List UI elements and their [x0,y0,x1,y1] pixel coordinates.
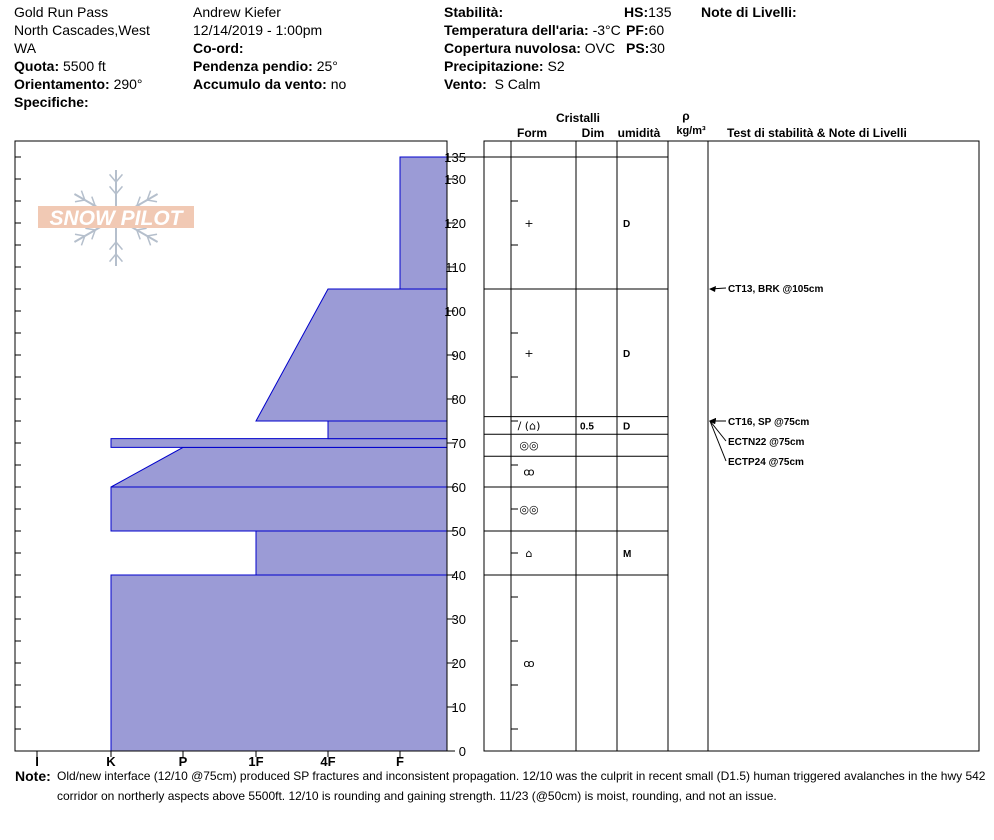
hardness-layer [328,421,447,439]
hs-value: 135 [648,4,672,20]
air-temp-value: -3°C [592,22,621,38]
hardness-layer [111,575,447,751]
cloud-label: Copertura nuvolosa: [444,40,581,56]
observer: Andrew Kiefer [193,4,281,20]
y-tick-label: 110 [445,260,466,275]
grain-form: ◎◎ [519,439,539,453]
logo-text: SNOW PILOT [49,207,183,230]
y-tick-label: 80 [451,392,466,407]
wind-label: Vento: [444,76,487,92]
aspect-label: Orientamento: [14,76,110,92]
slope-label: Pendenza pendio: [193,58,313,74]
precip-value: S2 [547,58,565,74]
moisture-value: D [623,348,631,360]
y-tick-label: 0 [458,744,466,759]
note-label: Note: [15,768,51,784]
x-tick-label: F [396,754,404,769]
stability-test-label: ECTN22 @75cm [728,437,805,448]
grain-form: + [524,217,534,230]
y-tick-label: 120 [444,216,466,231]
y-tick-label: 30 [451,612,466,627]
stability-test-label: CT16, SP @75cm [728,417,810,428]
x-tick-label: 1F [248,754,264,769]
y-tick-label: 20 [451,656,466,671]
coord-label: Co-ord: [193,40,244,56]
slope-value: 25° [316,58,338,74]
elevation-label: Quota: [14,58,60,74]
region-line1: North Cascades,West [14,22,150,38]
pf-value: 60 [648,22,665,38]
stability-label: Stabilità: [444,4,504,20]
aspect-value: 290° [113,76,143,92]
crystals-header: Cristalli [555,111,601,125]
hardness-layer [256,531,447,575]
layer-notes-label: Note di Livelli: [701,4,797,20]
y-tick-label: 60 [451,480,466,495]
y-tick-label: 100 [444,304,466,319]
ps-value: 30 [649,40,665,56]
stability-test-label: ECTP24 @75cm [728,457,804,468]
grain-form: + [524,346,534,360]
hardness-layer [111,447,447,487]
datetime: 12/14/2019 - 1:00pm [193,22,323,38]
y-tick-label: 70 [451,436,466,451]
grain-form: ꝏ [523,465,535,479]
precip-label: Precipitazione: [444,58,544,74]
wind-load-value: no [330,76,347,92]
specifics-label: Specifiche: [14,94,89,110]
snowflake-branch [147,234,157,236]
region-line2: WA [14,40,37,56]
grain-size: 0.5 [580,421,594,433]
grain-form: ꝏ [523,657,535,670]
pf-label: PF: [626,22,649,38]
x-tick-label: P [178,754,188,769]
moisture-value: D [623,219,631,230]
air-temp-label: Temperatura dell'aria: [444,22,589,38]
x-tick-label: 4F [320,754,336,769]
layer-table [484,141,979,751]
snowflake-branch [147,200,157,202]
x-tick-label: I [35,754,39,769]
moisture-header: umidità [617,126,661,140]
moisture-value: D [623,421,631,433]
wind-value: S Calm [494,76,541,92]
y-tick-label: 10 [451,700,466,715]
form-header: Form [517,126,547,140]
ps-label: PS: [626,40,650,56]
stability-header: Test di stabilità & Note di Livelli [727,126,907,140]
stability-test-label: CT13, BRK @105cm [728,284,824,295]
wind-load-label: Accumulo da vento: [193,76,327,92]
dim-header: Dim [581,126,605,140]
y-tick-label: 40 [451,568,466,583]
snowflake-branch [75,200,85,202]
y-tick-label: 130 [444,172,466,187]
density-unit-header: kg/m³ [676,125,706,137]
cloud-value: OVC [584,40,616,56]
snowpilot-logo [38,170,194,266]
x-tick-label: K [106,754,116,769]
y-tick-label: 135 [444,150,466,165]
hardness-layer [256,289,447,421]
hardness-layer [400,157,447,289]
hardness-layer [111,439,447,448]
y-tick-label: 50 [451,524,466,539]
moisture-value: M [623,549,632,560]
snowflake-branch [75,234,85,236]
hardness-profile [111,157,447,751]
location: Gold Run Pass [14,4,109,20]
hardness-layer [111,487,447,531]
rho-header: ρ [682,109,690,123]
grain-form: / (⌂) [517,419,541,433]
grain-form: ⌂ [525,547,533,560]
hs-label: HS: [624,4,649,20]
elevation-value: 5500 ft [63,58,106,74]
y-tick-label: 90 [451,348,466,363]
note-text: Old/new interface (12/10 @75cm) produced SP fractures and inconsistent propagation. 12/10 was the culprit in recent small (D1.5) human triggered avalanches in the hwy 542 corridor on northerly aspects above 5500ft. 12/10 is rounding and gaining strength. 11/23 (@50cm) is moist, rounding, and not an issue. [57,769,986,803]
grain-form: ◎◎ [519,503,539,516]
